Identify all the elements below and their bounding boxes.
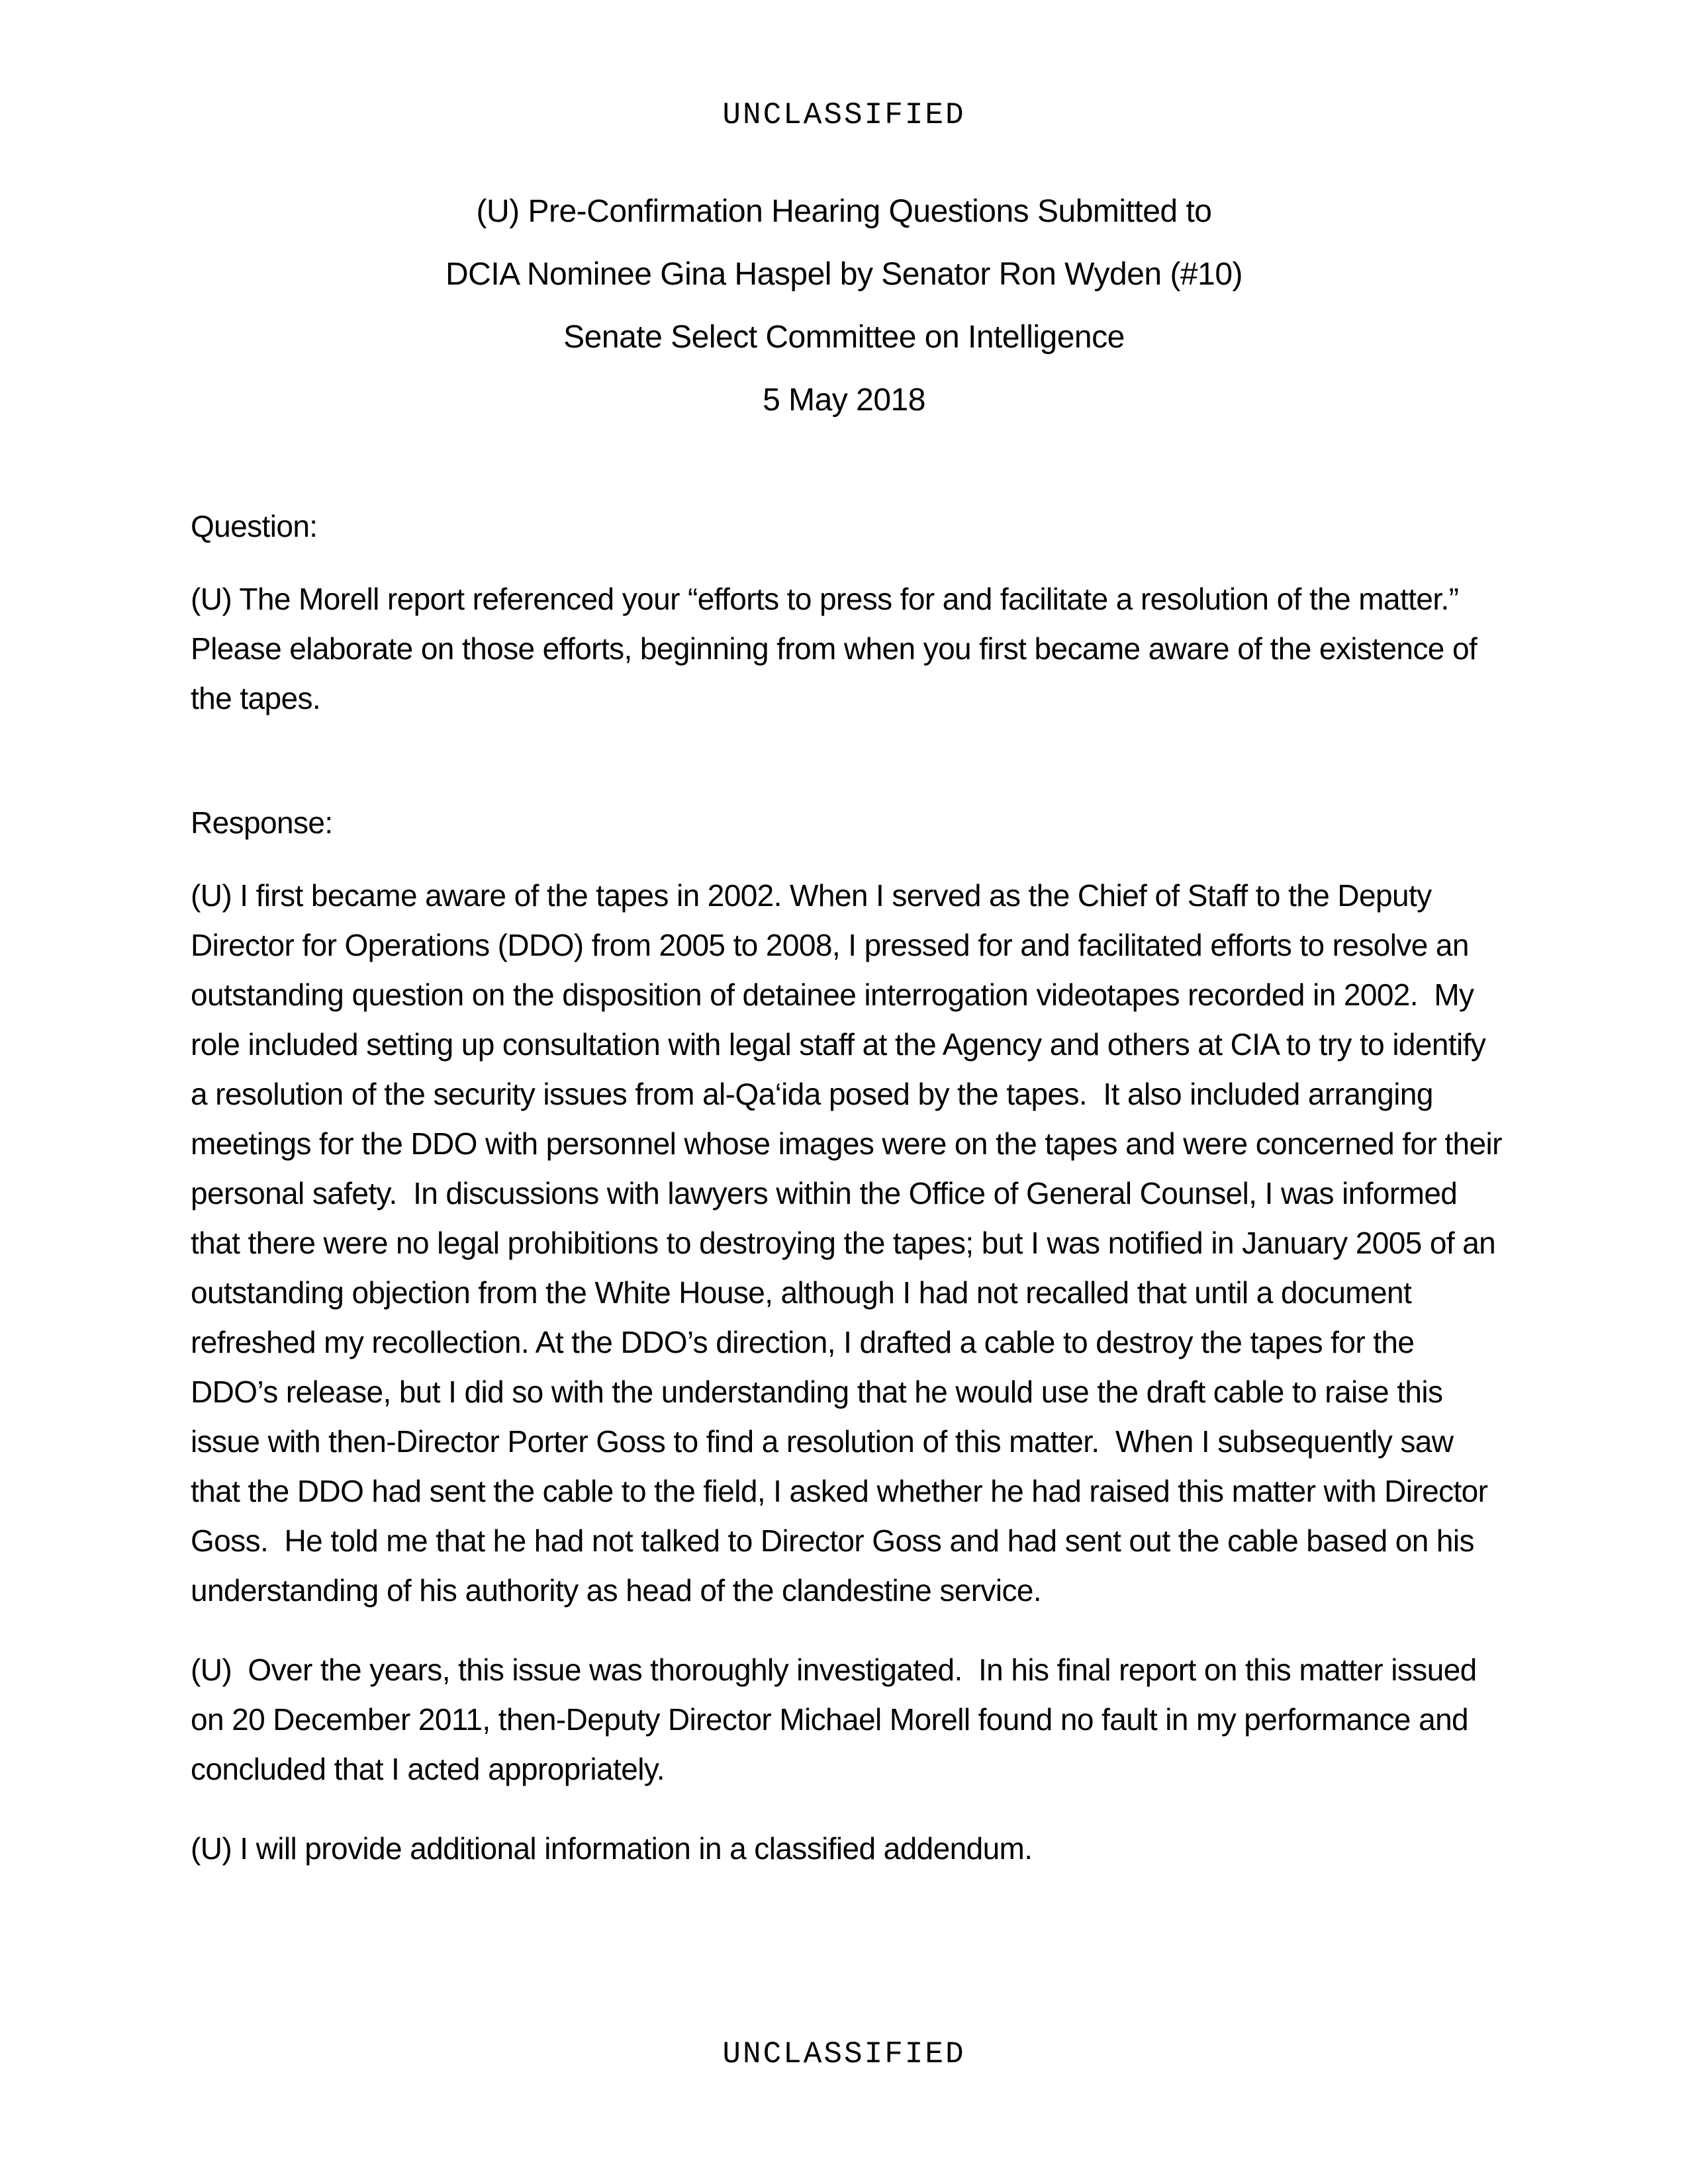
document-date: 5 May 2018 bbox=[763, 383, 925, 418]
classification-header: UNCLASSIFIED bbox=[722, 98, 966, 132]
question-text: (U) The Morell report referenced your “efforts to press for and facilitate a resolution of the matter.” Please elaborate on those efforts, beginning from when you first became aware of the existence of the tapes. bbox=[191, 582, 1485, 715]
response-paragraph-3: (U) I will provide additional information in a classified addendum. bbox=[191, 1831, 1033, 1866]
document-title-line-2: DCIA Nominee Gina Haspel by Senator Ron Wyden (#10) bbox=[445, 257, 1243, 292]
response-label: Response: bbox=[191, 805, 333, 840]
document-title-line-3: Senate Select Committee on Intelligence bbox=[563, 320, 1125, 355]
response-paragraph-2: (U) Over the years, this issue was thoroughly investigated. In his final report on this matter issued on 20 December 2011, then-Deputy Director Michael Morell found no fault in my performance and concluded that I acted appropriately. bbox=[191, 1653, 1485, 1786]
document-body bbox=[191, 502, 1511, 1903]
response-section bbox=[191, 798, 1511, 1874]
document-title-line-1: (U) Pre-Confirmation Hearing Questions Submitted to bbox=[476, 194, 1212, 229]
document-title-block bbox=[0, 187, 1688, 438]
classification-footer: UNCLASSIFIED bbox=[722, 2037, 966, 2071]
question-label: Question: bbox=[191, 509, 318, 543]
question-section bbox=[191, 502, 1505, 723]
response-paragraph-1: (U) I first became aware of the tapes in 2002. When I served as the Chief of Staff to the Deputy Director for Operations (DDO) from 2005 to 2008, I pressed for and facilitated efforts to resolve an outstanding question on the disposition of detainee interrogation videotapes recorded in 2002. My role included setting up consultation with legal staff at the Agency and others at CIA to try to identify a resolution of the security issues from al-Qa‘ida posed by the tapes. It also included arranging meetings for the DDO with personnel whose images were on the tapes and were concerned for their personal safety. In discussions with lawyers within the Office of General Counsel, I was informed that there were no legal prohibitions to destroying the tapes; but I was notified in January 2005 of an outstanding objection from the White House, although I had not recalled that until a document refreshed my recollection. At the DDO’s direction, I drafted a cable to destroy the tapes for the DDO’s release, but I did so with the understanding that he would use the draft cable to raise this issue with then-Director Porter Goss to find a resolution of this matter. When I subsequently saw that the DDO had sent the cable to the field, I asked whether he had raised this matter with Director Goss. He told me that he had not talked to Director Goss and had sent out the cable based on his understanding of his authority as head of the clandestine service. bbox=[191, 878, 1511, 1608]
